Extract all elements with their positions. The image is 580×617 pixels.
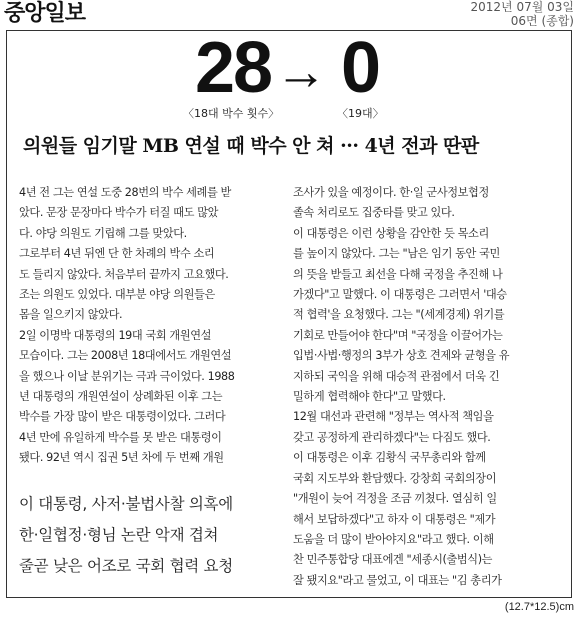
body-line: 조는 의원도 있었다. 대부분 야당 의원들은 xyxy=(19,288,215,302)
subheadline-line: 한·일협정·형님 논란 악재 겹쳐 xyxy=(19,526,219,544)
right-column xyxy=(293,183,567,591)
subheadline-line: 줄곧 낮은 어조로 국회 협력 요청 xyxy=(19,557,233,575)
article-headline: 의원들 임기말 MB 연설 때 박수 안 쳐 ··· 4년 전과 딴판 xyxy=(23,135,479,157)
body-line: 의 뜻을 받들고 최선을 다해 국정을 추진해 나 xyxy=(293,267,503,281)
big-number-before: 28 xyxy=(195,28,272,108)
publication-info xyxy=(471,0,574,28)
body-line: 기회로 만들어야 한다"며 "국정을 이끌어가는 xyxy=(293,328,503,342)
body-line: 지하되 국익을 위해 대승적 관점에서 더욱 긴 xyxy=(293,369,500,383)
body-line: "개원이 늦어 걱정을 조금 끼쳤다. 열심히 일 xyxy=(293,492,497,506)
body-line: 몸을 일으키지 않았다. xyxy=(19,308,123,322)
body-line: 를 높이지 않았다. 그는 "남은 임기 동안 국민 xyxy=(293,247,500,261)
body-line: 해서 보답하겠다"고 하자 이 대통령은 "제가 xyxy=(293,512,496,526)
arrow-icon: → xyxy=(275,43,327,101)
body-line: 됐다. 92년 역시 집권 5년 차에 두 번째 개원 xyxy=(19,451,224,465)
page-section: 06면 (종합) xyxy=(510,14,574,28)
body-line: 도움을 더 많이 받아야지요"라고 했다. 이해 xyxy=(293,532,494,546)
body-line: 4년 전 그는 연설 도중 28번의 박수 세례를 받 xyxy=(19,186,231,199)
subheadline-line: 이 대통령, 사저·불법사찰 의혹에 xyxy=(19,495,233,513)
body-line: 갖고 공정하게 관리하겠다"는 다짐도 했다. xyxy=(293,430,491,444)
subheadline-block xyxy=(19,489,281,582)
publication-date: 2012년 07월 03일 xyxy=(470,0,574,14)
newspaper-logo: 중앙일보 xyxy=(4,1,86,26)
masthead xyxy=(0,0,580,30)
left-column xyxy=(19,183,281,469)
body-line: 이 대통령은 이런 상황을 감안한 듯 목소리 xyxy=(293,226,489,240)
body-line: 입법·사법·행정의 3부가 상호 견제와 균형을 유 xyxy=(293,349,510,363)
body-line: 박수를 가장 많이 받은 대통령이었다. 그러다 xyxy=(19,410,226,424)
body-line: 적 협력'을 요청했다. 그는 "(세계경제) 위기를 xyxy=(293,308,505,322)
body-line: 가겠다"고 말했다. 이 대통령은 그러면서 '대승 xyxy=(293,288,507,302)
body-line: 다. 야당 의원도 기립해 그를 맞았다. xyxy=(19,226,187,240)
body-line: 4년 만에 유일하게 박수를 못 받은 대통령이 xyxy=(19,430,222,444)
body-line: 찬 민주통합당 대표에겐 "세종시(출범식)는 xyxy=(293,553,493,567)
clip-size: (12.7*12.5)cm xyxy=(504,601,574,613)
body-line: 밀하게 협력해야 한다"고 말했다. xyxy=(293,390,446,404)
body-line: 았다. 문장 문장마다 박수가 터질 때도 많았 xyxy=(19,206,219,220)
body-line: 을 했으나 이날 분위기는 극과 극이었다. 1988 xyxy=(19,369,235,383)
article-clip xyxy=(6,30,572,598)
body-line: 모습이다. 그는 2008년 18대에서도 개원연설 xyxy=(19,349,232,363)
body-line: 국회 지도부와 환담했다. 강창희 국회의장이 xyxy=(293,471,497,485)
big-number-after: 0 xyxy=(341,28,382,108)
body-line: 이 대통령은 이후 김황식 국무총리와 함께 xyxy=(293,451,486,465)
body-line: 그로부터 4년 뒤엔 단 한 차례의 박수 소리 xyxy=(19,247,215,261)
body-line: 2일 이명박 대통령의 19대 국회 개원연설 xyxy=(19,328,212,342)
caption-after: 〈19대〉 xyxy=(337,107,384,120)
caption-before: 〈18대 박수 횟수〉 xyxy=(183,107,280,120)
body-line: 졸속 처리로도 집중타를 맞고 있다. xyxy=(293,206,455,220)
body-line: 조사가 있을 예정이다. 한·일 군사정보협정 xyxy=(293,186,489,199)
body-line: 12월 대선과 관련해 "정부는 역사적 책임을 xyxy=(293,410,494,424)
body-line: 잘 됐지요"라고 물었고, 이 대표는 "김 총리가 xyxy=(293,573,502,587)
body-line: 도 들리지 않았다. 처음부터 끝까지 고요했다. xyxy=(19,267,229,281)
body-line: 년 대통령의 개원연설이 상례화된 이후 그는 xyxy=(19,390,223,404)
